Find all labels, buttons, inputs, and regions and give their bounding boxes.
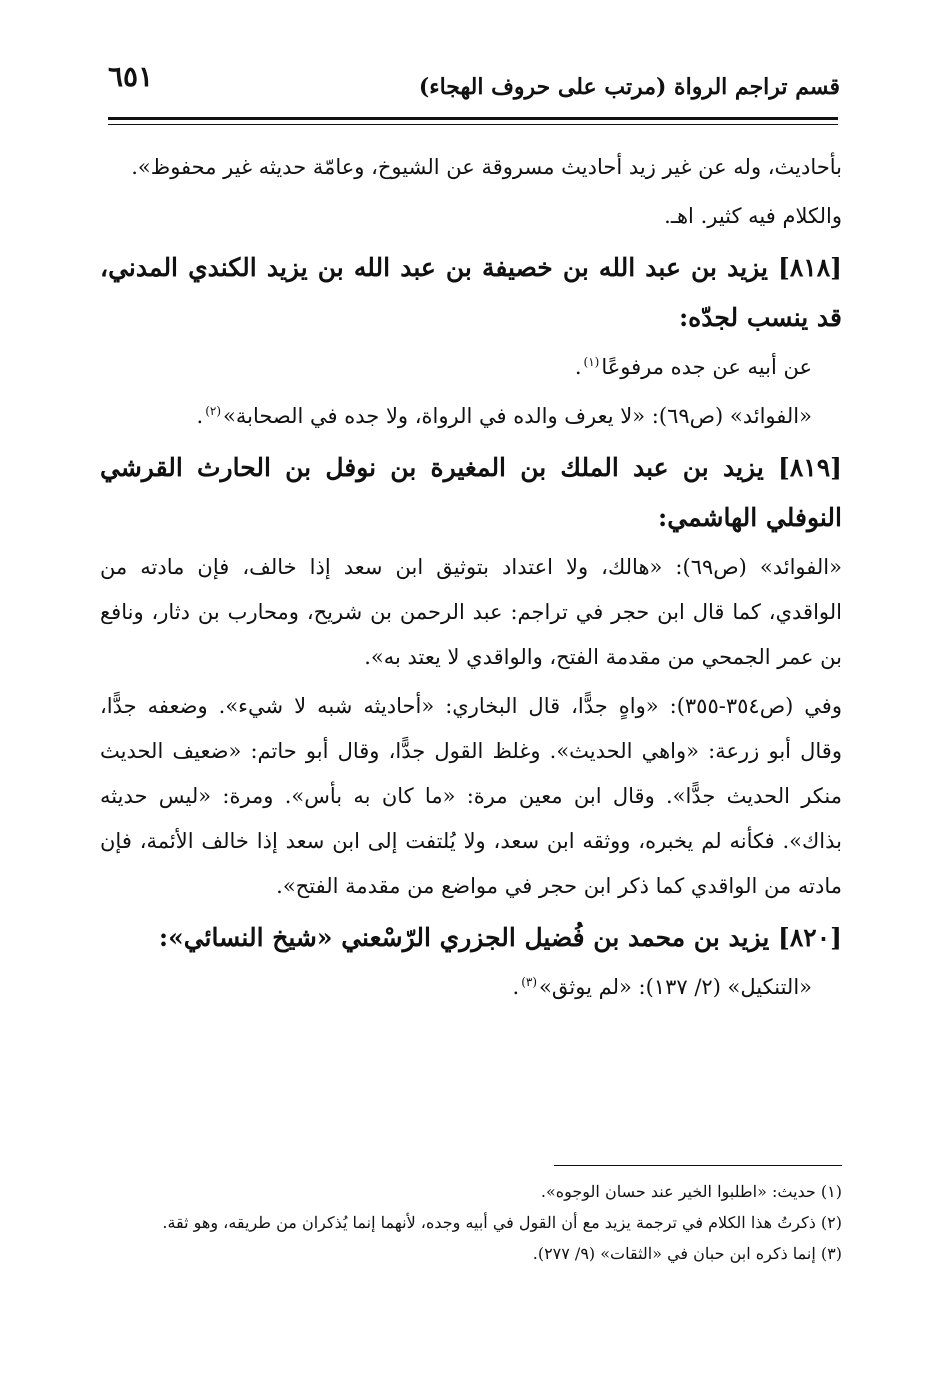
entry-819-paragraph-1: «الفوائد» (ص٦٩): «هالك، ولا اعتداد بتوثيق ابن سعد إذا خالف، فإن مادته من الواقدي، كما قال ابن حجر في تراجم: عبد الرحمن بن شريح، ومحارب بن دثار، ونافع بن عمر الجمحي من مقدمة الفتح، والواقدي لا يعتد به». xyxy=(100,555,842,669)
footnote-3: (٣) إنما ذكره ابن حبان في «الثقات» (٩/ ٢٧٧). xyxy=(532,1244,842,1263)
footnote-1: (١) حديث: «اطلبوا الخير عند حسان الوجوه». xyxy=(540,1182,842,1201)
paragraph-continuation-end: والكلام فيه كثير. اهـ. xyxy=(664,204,842,228)
footnote-2: (٢) ذكرتُ هذا الكلام في ترجمة يزيد مع أن القول في أبيه وجده، لأنهما إنما يُذكران من طريقه، وهو ثقة. xyxy=(162,1213,842,1232)
entry-818-heading: [٨١٨] يزيد بن عبد الله بن خصيفة بن عبد الله بن يزيد الكندي المدني، قد ينسب لجدّه: xyxy=(100,253,842,332)
main-text xyxy=(100,145,842,1014)
footnote-ref-3: (٣) xyxy=(521,975,538,989)
footnote-separator xyxy=(554,1165,842,1166)
running-header-title: قسم تراجم الرواة (مرتب على حروف الهجاء) xyxy=(418,74,840,100)
header-rule xyxy=(108,117,838,120)
entry-818-line-2-text: «الفوائد» (ص٦٩): «لا يعرف والده في الرواة، ولا جده في الصحابة» xyxy=(223,404,812,428)
entry-820-line-1: «التنكيل» (٢/ ١٣٧): «لم يوثق»$^{(٣)}$. xyxy=(512,975,812,999)
entry-818-line-1: عن أبيه عن جده مرفوعًا$^{(١)}$. xyxy=(574,355,812,379)
footnote-ref-1: (١) xyxy=(583,355,600,369)
entry-819-paragraph-2: وفي (ص٣٥٤-٣٥٥): «واهٍ جدًّا، قال البخاري: «أحاديثه شبه لا شيء». وضعفه جدًّا، وقال أبو زرعة: «واهي الحديث». وغلظ القول جدًّا، وقال أبو حاتم: «ضعيف الحديث منكر الحديث جدًّا». وقال ابن معين مرة: «ما كان به بأس». ومرة: «ليس حديثه بذاك». فكأنه لم يخبره، ووثقه ابن سعد، ولا يُلتفت إلى ابن سعد إذا خالف الأئمة، فإن مادته من الواقدي كما ذكر ابن حجر في مواضع من مقدمة الفتح». xyxy=(100,694,842,898)
entry-820-heading: [٨٢٠] يزيد بن محمد بن فُضيل الجزري الرّسْعني «شيخ النسائي»: xyxy=(158,923,842,952)
entry-819-heading: [٨١٩] يزيد بن عبد الملك بن المغيرة بن نوفل بن الحارث القرشي النوفلي الهاشمي: xyxy=(100,453,842,532)
footnote-ref-2: (٢) xyxy=(205,404,222,418)
entry-818-line-2: «الفوائد» (ص٦٩): «لا يعرف والده في الرواة، ولا جده في الصحابة»$^{(٢)}$. xyxy=(196,404,812,428)
footnotes xyxy=(100,1176,842,1269)
entry-818-line-1-text: عن أبيه عن جده مرفوعًا xyxy=(601,355,812,379)
paragraph-continuation: بأحاديث، وله عن غير زيد أحاديث مسروقة عن الشيوخ، وعامّة حديثه غير محفوظ». xyxy=(131,155,842,179)
entry-820-line-1-text: «التنكيل» (٢/ ١٣٧): «لم يوثق» xyxy=(539,975,812,999)
header-rule-thin xyxy=(108,124,838,125)
page-number: ٦٥١ xyxy=(108,60,154,93)
